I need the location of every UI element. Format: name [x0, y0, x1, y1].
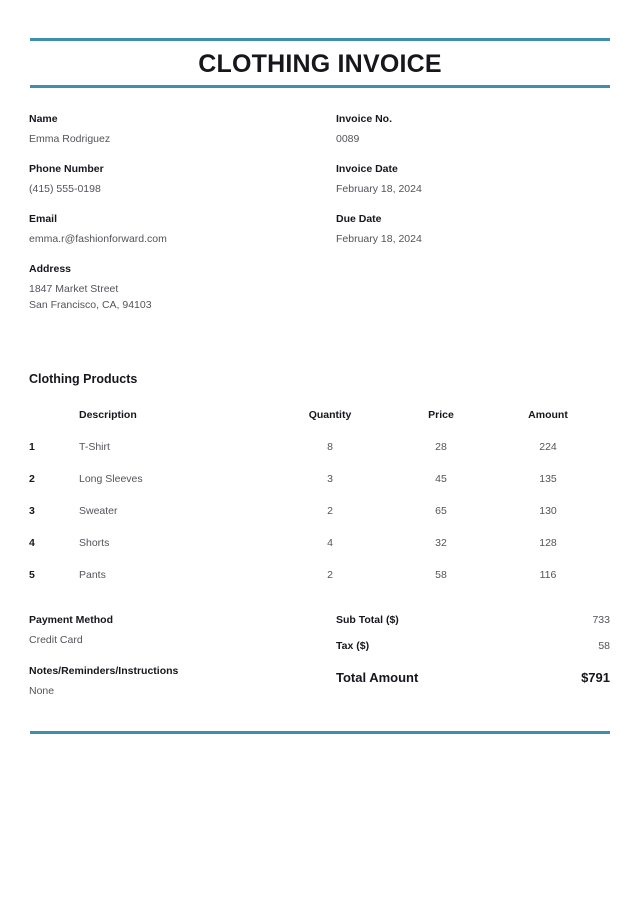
row-price: 32 [435, 537, 447, 549]
header-quantity: Quantity [308, 409, 352, 421]
row-quantity: 4 [327, 537, 333, 549]
row-amount: 224 [539, 441, 557, 453]
invoice-number-value: 0089 [336, 133, 360, 145]
row-description: Pants [79, 569, 106, 581]
row-price: 45 [435, 473, 447, 485]
address-label: Address [29, 263, 72, 275]
products-section-title: Clothing Products [29, 372, 138, 386]
field-payment-method [29, 613, 319, 648]
total-amount-value: $791 [581, 670, 610, 685]
address-line-2: San Francisco, CA, 94103 [29, 299, 152, 311]
row-price: 58 [435, 569, 447, 581]
row-amount: 130 [539, 505, 557, 517]
row-price: 28 [435, 441, 447, 453]
products-table [0, 408, 640, 600]
field-invoice-date [336, 162, 616, 197]
field-phone [29, 162, 329, 197]
row-index: 4 [29, 537, 35, 549]
field-due-date [336, 212, 616, 247]
field-name [29, 112, 329, 147]
billing-details [29, 112, 329, 313]
header-rule-top [30, 38, 610, 41]
row-index: 1 [29, 441, 35, 453]
total-amount-label: Total Amount [336, 670, 419, 685]
row-description: Shorts [79, 537, 110, 549]
subtotal-row [336, 613, 610, 639]
name-label: Name [29, 113, 58, 125]
address-line-1: 1847 Market Street [29, 283, 119, 295]
phone-label: Phone Number [29, 163, 104, 175]
notes-label: Notes/Reminders/Instructions [29, 665, 179, 677]
row-description: T-Shirt [79, 441, 110, 453]
address-value [29, 281, 329, 313]
due-date-value: February 18, 2024 [336, 233, 422, 245]
tax-value: 58 [598, 640, 610, 652]
row-quantity: 3 [327, 473, 333, 485]
notes-value: None [29, 685, 55, 697]
email-label: Email [29, 213, 58, 225]
invoice-date-value: February 18, 2024 [336, 183, 422, 195]
field-notes [29, 664, 319, 699]
tax-label: Tax ($) [336, 640, 370, 652]
invoice-number-label: Invoice No. [336, 113, 393, 125]
header-amount: Amount [528, 409, 568, 421]
row-index: 5 [29, 569, 35, 581]
total-amount-row [336, 671, 610, 697]
row-quantity: 2 [327, 505, 333, 517]
invoice-details [336, 112, 616, 247]
row-amount: 116 [539, 569, 557, 581]
row-price: 65 [435, 505, 447, 517]
payment-details [29, 613, 319, 715]
field-invoice-number [336, 112, 616, 147]
header-price: Price [428, 409, 454, 421]
tax-row [336, 639, 610, 665]
row-quantity: 2 [327, 569, 333, 581]
table-row [0, 536, 640, 568]
page-title: CLOTHING INVOICE [198, 50, 442, 78]
row-description: Long Sleeves [79, 473, 143, 485]
name-value: Emma Rodriguez [29, 133, 111, 145]
payment-method-value: Credit Card [29, 634, 83, 646]
field-email [29, 212, 329, 247]
subtotal-value: 733 [592, 614, 610, 626]
totals-summary [336, 613, 610, 697]
payment-method-label: Payment Method [29, 614, 114, 626]
header-description: Description [79, 409, 137, 421]
row-amount: 128 [539, 537, 557, 549]
subtotal-label: Sub Total ($) [336, 614, 399, 626]
footer-rule [30, 731, 610, 734]
table-row [0, 568, 640, 600]
table-row [0, 440, 640, 472]
field-address [29, 262, 329, 313]
invoice-date-label: Invoice Date [336, 163, 398, 175]
email-value: emma.r@fashionforward.com [29, 233, 167, 245]
row-amount: 135 [539, 473, 557, 485]
row-index: 3 [29, 505, 35, 517]
header-rule-bottom [30, 85, 610, 88]
table-header-row [0, 408, 640, 440]
due-date-label: Due Date [336, 213, 382, 225]
row-quantity: 8 [327, 441, 333, 453]
phone-value: (415) 555-0198 [29, 183, 101, 195]
table-row [0, 472, 640, 504]
row-description: Sweater [79, 505, 118, 517]
row-index: 2 [29, 473, 35, 485]
table-row [0, 504, 640, 536]
